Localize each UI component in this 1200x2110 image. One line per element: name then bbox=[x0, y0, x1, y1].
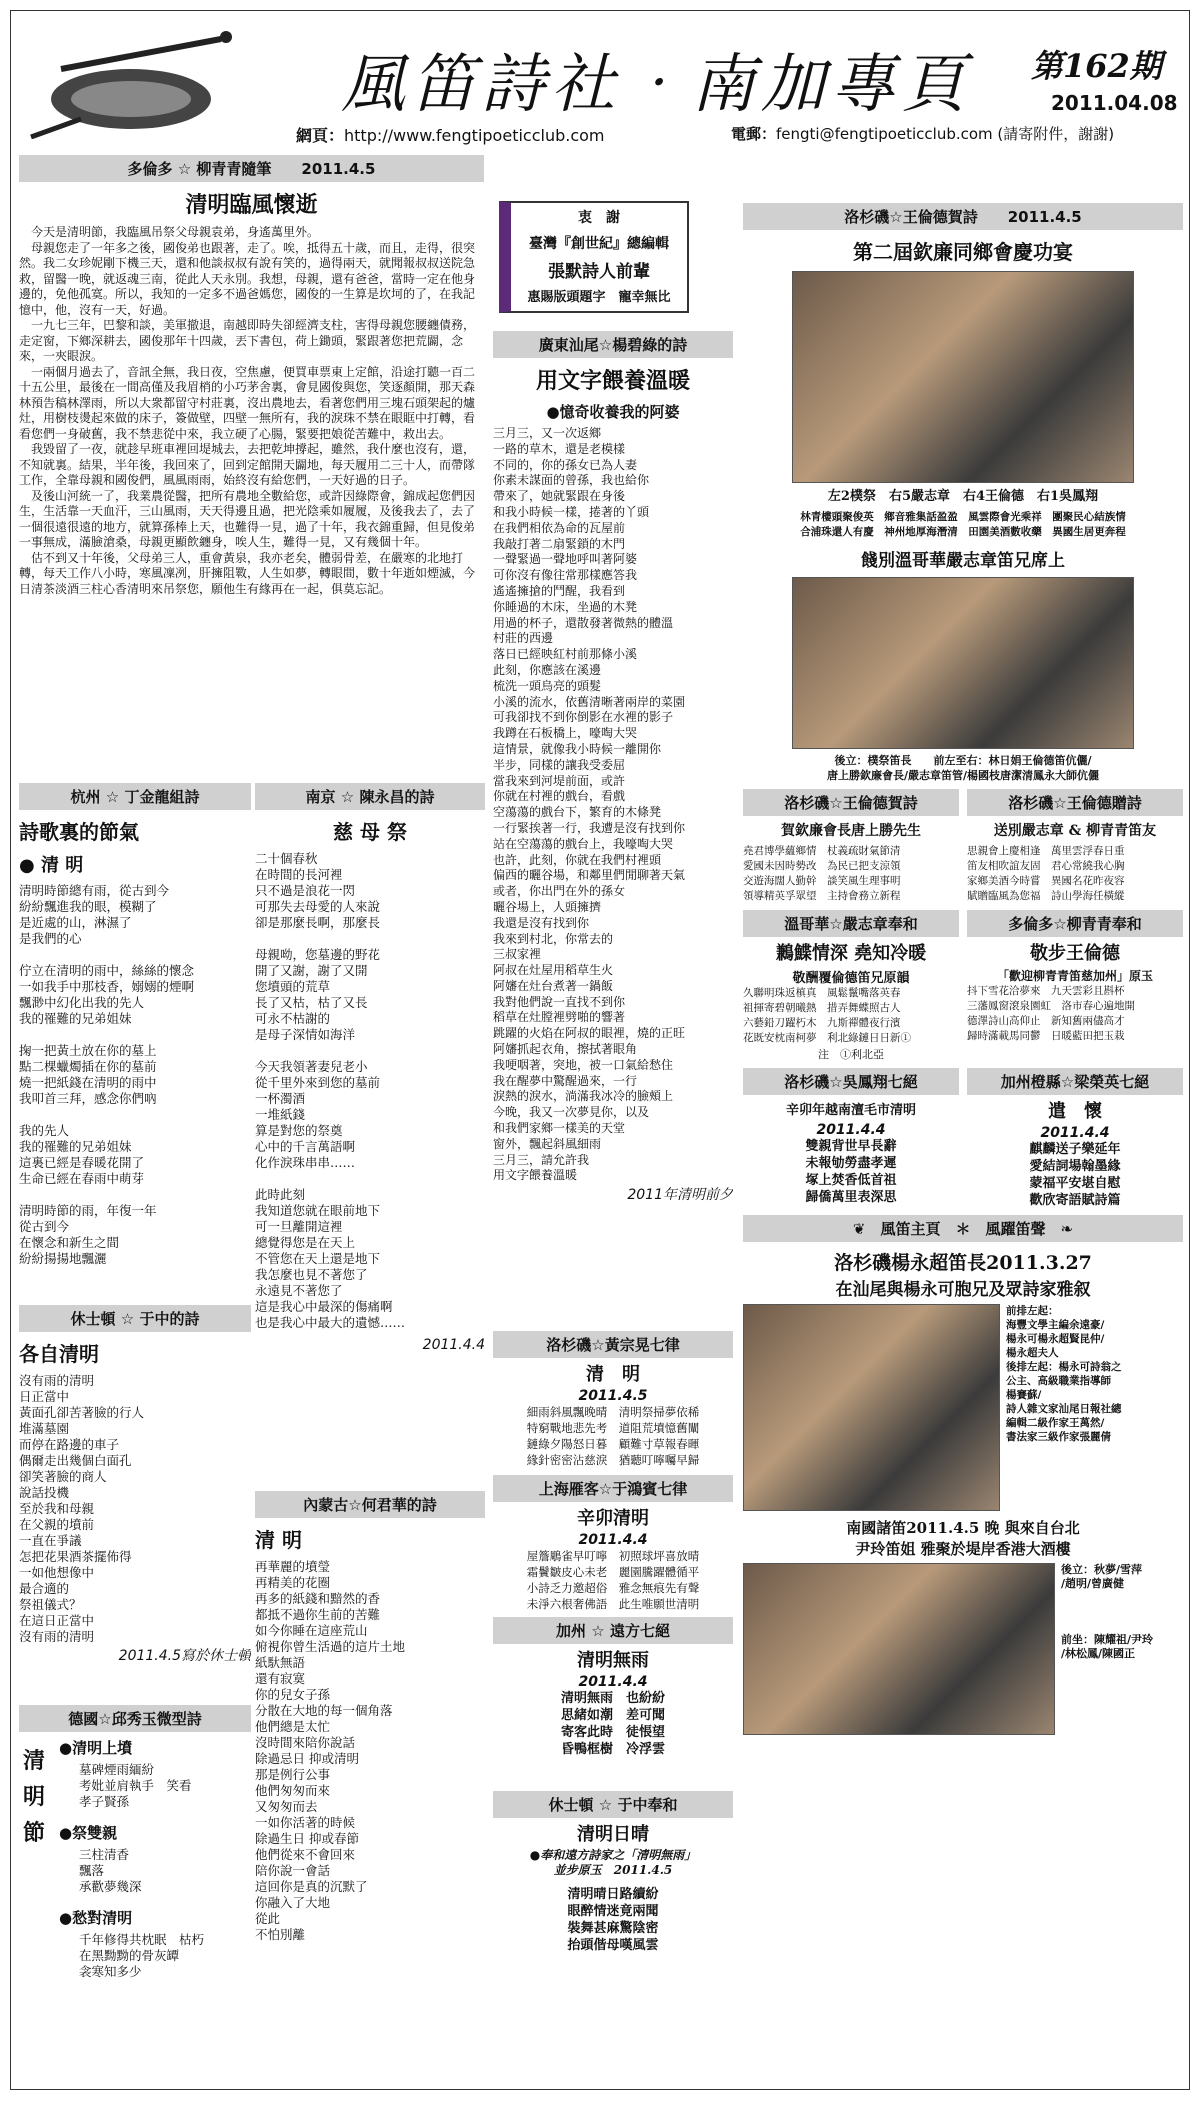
wang-poem-a-header: 洛杉磯☆王倫德賀詩 bbox=[743, 789, 959, 816]
yu-header: 休士頓 ☆ 于中的詩 bbox=[19, 1305, 251, 1332]
nanguo-photo bbox=[743, 1563, 1055, 1735]
wang-poem-a bbox=[743, 787, 959, 904]
yan-reply bbox=[743, 908, 959, 1062]
yu-poem bbox=[19, 1303, 251, 1701]
he-poem bbox=[255, 1489, 485, 2083]
qiu-s2: ●祭雙親 bbox=[59, 1824, 118, 1842]
chen-title: 慈 母 祭 bbox=[333, 820, 407, 844]
ding-body: 清明時節總有雨，從古到今 紛紛飄進我的眼，模糊了 是近處的山，淋濕了 是我們的心 佇立在清明的雨中，絲絲的懷念 一如我手中那枝香，嫋嫋的煙啊 飄渺中幻化出我的先人 我的罹難的兄弟姐妹 掬一把黃土放在你的墓上 點二棵蠟燭插在你的墓前 燒一把紙錢在清明的雨中 我叩首三拜，感念你們吶 我的先人 我的罹難的兄弟姐妹 這裏已經是春暖花開了 生命已經在春雨中萌芽 清明時節的雨，年復一年 從古到今 在懷念和新生之間 紛紛揚揚地飄灑 bbox=[19, 883, 195, 1266]
right-column bbox=[743, 201, 1183, 2086]
yang-date: 2011年清明前夕 bbox=[627, 1187, 733, 1204]
wu-title: 辛卯年越南澶毛市清明 bbox=[785, 1103, 916, 1118]
thanks-line1: 臺灣『創世紀』總編輯 bbox=[529, 236, 669, 252]
yuanfang-title: 清明無雨 bbox=[577, 1650, 649, 1671]
liang-body: 麒麟送子樂延年 愛結詞場翰墨緣 蒙福平安堪自慰 歡欣寄語賦詩篇 bbox=[1029, 1142, 1121, 1208]
yuzhong-body: 清明晴日路續紛 眼醉情迷竟兩聞 裝舞甚麻驚陰密 抬頭偕母嘆風雲 bbox=[567, 1887, 659, 1953]
email-line bbox=[731, 123, 1114, 144]
yuanfang-body: 清明無雨 也紛紛 思緒如潮 差可聞 寄客此時 徒悵望 昏鴨框樹 冷浮雲 bbox=[560, 1691, 665, 1757]
ding-subtitle: ● 清 明 bbox=[19, 855, 84, 876]
nanguo-row bbox=[743, 1563, 1183, 1735]
yuzhong-subtitle: ●奉和遠方詩家之「清明無雨」 並步原玉 2011.4.5 bbox=[529, 1848, 697, 1877]
thanks-box bbox=[499, 201, 689, 313]
nanguo-title1: 南國諸笛2011.4.5 晚 與來自台北 bbox=[846, 1519, 1080, 1537]
wu-poem bbox=[743, 1066, 959, 1209]
yu-title: 各自清明 bbox=[19, 1342, 99, 1366]
yang-event-photo bbox=[743, 1304, 1000, 1511]
liu-body: 抖下雪花洽夢來 九天雲彩且斟杯 三藩鳳窗滾泉園虹 洛市春心遍地開 德澤詩山高仰止 新知舊兩儘高才 歸時滿載馬同鬱 日暖藍田把玉栽 bbox=[967, 985, 1135, 1042]
essay-body: 今天是清明節，我臨風吊祭父母親袁弟，身遙萬里外。 母親您走了一年多之後，國俊弟也跟著，走了。唉，抵得五十歲，而且，走得，很突然。我二女珍妮剛下機三天，還和他談叔叔有說有笑的，過得兩天，就聞報叔叔送院急救，留醫一晚，就返魂三南，從此人天永別。我想，母親，還有爸爸，當時一定在他身邊的，免他孤寞。所以，我知的一定多不過爸媽您，國俊的一生算是坎坷的了，在我記憶中，他，沒有一天，好過。 一九七三年，巴黎和談，美軍撤退，南越即時失卻經濟支柱，害得母親您腰纏債務，走定窗，下鄉深耕去，國俊那年十四歲，丟下書包，荷上鋤頭，緊跟著您把荒闢，念來，一夾眼淚。 一兩個月過去了，音訊全無，我日夜，空焦慮，便買車票東上定館，沿途打聽一百二十五公里，最後在一間高僅及我眉梢的小巧茅舍裏，會見國俊與您，笑逐顏開，那天森林預告稿林澤雨，所以大衆都留守村莊裏，沒出農地去，看著您們用三塊石頭架起的爐灶，用樹枝燙起來做的床子，簽做壁，四壁一無所有，我的淚珠不禁在眼眶中打轉，看看您們一身破舊，我不禁悲從中來，我立硬了心腸，緊要把娘從苦難中，救出去。 我毀留了一夜，就趁早班車裡回堤城去，去把乾坤撐起，雖然，我什麼也沒有，還，不知就裏。結果，半年後，我回來了，回到定館開天闢地，每天履用二三十人，而帶隊工作，全靠母親和國俊們，風風雨雨，始終沒有給您們，一天好過的日子。 及後山河統一了，我業農從醫，把所有農地全數給您，或許因綠際會，錦成起您們因生，生活靠一天血汗，三山風雨，天天得邊且過，把光陰乘如履履，及後我去了，去了一個很遠很遠的地方，就算孫棒上天，也難得一見，過了十年，我衣錦重歸，但見俊弟一事無成，滿臉滄桑，母親更顯飲纏身，唉人生，難得一見，又有幾個十年。 估不到又十年後，父母弟三人，重會黃泉，我亦老矣，體弱骨差，在嚴寒的北地打轉，每天工作八小時，寒風凜冽，肝擁阻斁，人生如夢，轉眼間，數十年逝如煙滅，今日清茶淡酒三柱心香清明來吊祭您，願他生有緣再在一起，俱莫忘記。 bbox=[19, 225, 476, 596]
yang-event-title1: 洛杉磯楊永超笛長2011.3.27 bbox=[834, 1252, 1092, 1274]
yang-subtitle: ●憶奇收養我的阿婆 bbox=[546, 403, 680, 421]
wu-body: 雙親背世早長辭 未報劬勞盡孝遲 塚上焚香低首祖 歸僑萬里表深思 bbox=[805, 1139, 897, 1205]
yuhongbin-poem bbox=[493, 1473, 733, 1613]
wang-poems-row bbox=[743, 787, 1183, 904]
issue-date: 2011.04.08 bbox=[1051, 91, 1178, 115]
yan-title: 鶼鰈情深 堯知冷暖 bbox=[775, 943, 927, 964]
chen-poem bbox=[255, 781, 485, 1471]
wang-title: 第二屆欽廉同鄉會慶功宴 bbox=[853, 240, 1073, 264]
wang-poem-b-header: 洛杉磯☆王倫德贈詩 bbox=[967, 789, 1183, 816]
yan-header: 溫哥華☆嚴志章奉和 bbox=[743, 910, 959, 937]
qiu-p1: 墓碑煙雨緬紛 考妣並肩執手 笑看 孝子賢孫 bbox=[79, 1762, 192, 1809]
farewell-title: 餞別溫哥華嚴志章笛兄席上 bbox=[861, 551, 1065, 571]
qiu-vertical-title: 清 明 節 bbox=[23, 1748, 46, 1846]
banquet-poem: 林青樓頭聚俊英 鄉音雅集話盈盈 風雲際會光乘祥 團聚民心結族情 合浦珠還人有慶 神州地厚海潛清 田園美酒數收藥 異國生居更奔程 bbox=[800, 511, 1126, 538]
liang-title: 遣 懷 bbox=[1048, 1101, 1102, 1122]
yuzhong-reply bbox=[493, 1789, 733, 2083]
yang-event-row bbox=[743, 1304, 1183, 1511]
yang-event-caption: 前排左起： 海豐文學主編余遠豪/ 楊永可楊永超賢昆仲/ 楊永超夫人 後排左起：楊永可詩翁之 公主、高級職業指導師 楊賽蘇/ 詩人雜文家汕尾日報社總 編輯二級作家王萬然/ 書法家三級作家張麗倩 bbox=[1006, 1305, 1122, 1443]
qiu-s1: ●清明上墳 bbox=[59, 1739, 133, 1757]
wang-poem-a-body: 堯君博學蘊鄉情 杖義疏財氣節清 愛國未因時勢改 為民已把支涼領 交遊海闊人勤幹 談笑風生理事明 領導精英孚眾望 主持會務立新程 bbox=[743, 845, 901, 902]
newspaper-page bbox=[10, 10, 1190, 2090]
chen-date: 2011.4.4 bbox=[422, 1337, 485, 1353]
yang-title: 用文字餵養溫暖 bbox=[535, 368, 690, 394]
wu-date: 2011.4.4 bbox=[816, 1122, 886, 1138]
email-label: 電郵： bbox=[731, 125, 777, 143]
thanks-line2: 張默詩人前輩 bbox=[548, 262, 650, 282]
yuanfang-date: 2011.4.4 bbox=[578, 1674, 648, 1690]
yang-body: 三月三，又一次返鄉 一路的草木，還是老模樣 不同的，你的孫女已為人妻 你素未謀面的曾孫，我也給你 帶來了，她就緊跟在身後 和我小時候一樣，捲著的丫頭 在我們相依為命的瓦屋前 我敲打著二扇緊鎖的木門 一聲緊過一聲地呼叫著阿婆 可你沒有像往常那樣應答我 遙遙擁搶的鬥醒，我看到 你睡過的木床，坐過的木凳 用過的杯子，還散發著微熱的體溫 村莊的西邊 落日已經映紅村前那條小溪 此刻，你應該在溪邊 梳洗一頭烏亮的頭髮 小溪的流水，依舊清晰著兩岸的菜園 可我卻找不到你倒影在水裡的影子 我蹲在石板橋上，嚎啕大哭 這情景，就像我小時候一離開你 半步，同樣的讓我受委屈 當我來到河堤前面，或許 你就在村裡的戲台，看戲 空蕩蕩的戲台下，繁育的木條凳 一行緊挨著一行，我遭是沒有找到你 站在空蕩蕩的戲台上，我嚎啕大哭 也許，此刻，你就在我們村裡頭 偏西的曬谷場，和鄰里們閒聊著天氣 或者，你出門在外的孫女 曬谷場上，人頭擁擠 我還是沒有找到你 我來到村北，你常去的 三叔家裡 阿叔在灶屋用稻草生火 阿嬸在灶台煮著一鍋飯 我對他們說一直找不到你 稻草在灶膛裡劈啪的響著 跳躍的火焰在阿叔的眼裡，燒的正旺 阿嬸抓起衣角，擦拭著眼角 我哽咽著，突地，被一口氣給愁住 我在醒夢中驚醒過來，一行 淚熱的淚水，淌滿我冰冷的臉頰上 今晚，我又一次夢見你，以及 和我們家鄉一樣美的天堂 窗外，飄起斜風細雨 三月三，請允許我 用文字餵養溫暖 bbox=[493, 426, 686, 1183]
liang-header: 加州橙縣☆梁榮英七絕 bbox=[967, 1068, 1183, 1095]
huang-body: 細雨斜風飄晚晴 清明祭掃夢依稀 特窮戰地悲先考 道阻荒墳憶舊闡 鏈綠夕陽怒日暮 顧難寸草報春暉 緣針密密沾慈淚 猶聽叮嚀囑早歸 bbox=[526, 1405, 700, 1467]
yan-subtitle: 敬酬覆倫德笛兄原韻 bbox=[792, 971, 910, 986]
yuanfang-poem bbox=[493, 1615, 733, 1785]
huang-date: 2011.4.5 bbox=[578, 1388, 648, 1404]
homepage-header: ❦ 風笛主頁 ＊ 風躍笛聲 ❧ bbox=[743, 1215, 1183, 1242]
yuzhong-title: 清明日晴 bbox=[577, 1824, 649, 1845]
ding-header: 杭州 ☆ 丁金龍組詩 bbox=[19, 783, 251, 810]
qiu-header: 德國☆邱秀玉微型詩 bbox=[19, 1705, 251, 1732]
liang-date: 2011.4.4 bbox=[1040, 1125, 1110, 1141]
yan-note: 注 ①利北亞 bbox=[818, 1048, 884, 1061]
yang-poem bbox=[493, 329, 733, 1324]
qiu-poem-list bbox=[59, 1737, 249, 1984]
thanks-title: 衷 謝 bbox=[578, 210, 620, 226]
liu-title: 敬步王倫德 bbox=[1030, 943, 1120, 964]
website-line bbox=[296, 123, 605, 146]
he-body: 再華麗的墳瑩 再精美的花圈 再多的紙錢和黯然的香 都抵不過你生前的苦難 如今你睡在這座荒山 俯視你曾生活過的這片土地 紙馱無語 還有寂寞 你的兒女子孫 分散在大地的每一個角落 他們總是太忙 沒時間來陪你說話 除過忌日 抑或清明 那是例行公事 他們匆匆而來 又匆匆而去 一如你活著的時候 除過生日 抑或春節 他們從來不會回來 陪你說一會話 這回你是真的沉默了 你融入了大地 從此 不怕別離 bbox=[255, 1559, 406, 1942]
website-label: 網頁： bbox=[296, 126, 345, 145]
yuhongbin-body: 屋簷鵰雀早叮嚀 初照球坪喜放晴 霜鬢皺皮心未老 麗園騰躍體循平 小詩乏力邀超俗 雅念無痕先有聲 未淨六根奢佛語 此生唯願世清明 bbox=[526, 1549, 700, 1611]
reply-poems-row bbox=[743, 908, 1183, 1062]
yu-date: 2011.4.5寫於休士頓 bbox=[118, 1648, 251, 1664]
wang-header: 洛杉磯☆王倫德賀詩 2011.4.5 bbox=[743, 203, 1183, 230]
liu-reply bbox=[967, 908, 1183, 1062]
liu-subtitle: 「歡迎柳青青笛慈加州」原玉 bbox=[996, 969, 1153, 983]
yuhongbin-header: 上海雁客☆于鴻賓七律 bbox=[493, 1475, 733, 1502]
yan-body: 久聯明珠返槙真 風鬆鬣嘴落英春 祖揮寄碧朝曦熱 措弄舞蝶照古人 六藝鉛刀躍朽木 九斯禪體夜行濱 花既安枕南柯夢 利北綠鏈日日新① bbox=[743, 987, 911, 1044]
essay-title: 清明臨風懷逝 bbox=[185, 192, 318, 218]
bagpipe-logo bbox=[21, 19, 251, 139]
banquet-caption: 左2樸祭 右5嚴志章 右4王倫德 右1吳鳳翔 bbox=[827, 489, 1099, 504]
yuhongbin-title: 辛卯清明 bbox=[577, 1508, 649, 1529]
huang-poem bbox=[493, 1329, 733, 1469]
nanguo-title2: 尹玲笛姐 雅聚於堤岸香港大酒樓 bbox=[855, 1540, 1071, 1558]
thanks-line3: 惠賜版頭題字 寵幸無比 bbox=[527, 290, 671, 305]
liu-header: 多倫多☆柳青青奉和 bbox=[967, 910, 1183, 937]
yuanfang-header: 加州 ☆ 遠方七絕 bbox=[493, 1617, 733, 1644]
essay-header: 多倫多 ☆ 柳青青隨筆 2011.4.5 bbox=[19, 155, 484, 182]
yang-header: 廣東汕尾☆楊碧綠的詩 bbox=[493, 331, 733, 358]
qiu-p2: 三柱清香 飄落 承歡夢幾深 bbox=[79, 1847, 142, 1894]
chen-body: 二十個春秋 在時間的長河裡 只不過是浪花一閃 可那失去母愛的人來說 卻是那麼長啊，那麼長 母親呦，您墓邊的野花 開了又謝，謝了又開 您墳頭的荒草 長了又枯，枯了又長 可永不枯謝的 是母子深情如海洋 今天我領著妻兒老小 從千里外來到您的墓前 一杯濁酒 一堆紙錢 算是對您的祭奠 心中的千言萬語啊 化作淚珠串串…… 此時此刻 我知道您就在眼前地下 可一旦離開這裡 總覺得您是在天上 不管您在天上還是地下 我怎麼也見不著您了 永遠見不著您了 這是我心中最深的傷痛啊 也是我心中最大的遺憾…… bbox=[255, 851, 406, 1330]
wang-poem-b bbox=[967, 787, 1183, 904]
wang-poem-a-title: 賀欽廉會長唐上勝先生 bbox=[781, 823, 921, 839]
he-header: 內蒙古☆何君華的詩 bbox=[255, 1491, 485, 1518]
qiu-s3: ●愁對清明 bbox=[59, 1909, 133, 1927]
farewell-caption: 後立：樸祭笛長 前左至右：林日娟王倫德笛伉儷/ 唐上勝欽廉會長/嚴志章笛管/楊國枝唐潔清鳳永大師伉儷 bbox=[826, 754, 1100, 782]
he-title: 清 明 bbox=[255, 1528, 302, 1552]
yuhongbin-date: 2011.4.4 bbox=[578, 1532, 648, 1548]
issue-number: 第162期 bbox=[1031, 47, 1162, 85]
liang-poem bbox=[967, 1066, 1183, 1209]
masthead-area bbox=[11, 11, 1190, 151]
qiu-p3: 千年修得共枕眠 枯朽 在黑黝黝的骨灰罈 衾寒知多少 bbox=[79, 1932, 205, 1979]
essay-article bbox=[19, 153, 484, 778]
email-link[interactable]: fengti@fengtipoeticclub.com (請寄附件，謝謝) bbox=[776, 125, 1115, 143]
nanguo-caption: 後立：秋夢/雪萍 /趙明/曾廣健 前坐：陳耀祖/尹玲 /林松鳳/陳國正 bbox=[1061, 1563, 1154, 1660]
jueju-row bbox=[743, 1066, 1183, 1209]
ding-title: 詩歌裏的節氣 bbox=[19, 820, 139, 844]
yu-body: 沒有雨的清明 日正當中 黃面孔卻苦著臉的行人 堆滿墓園 而停在路邊的車子 偶爾走出幾個白面孔 卻笑著臉的商人 說話投機 至於我和母親 在父親的墳前 一直在爭議 怎把花果酒茶擺佈得 一如他想像中 最合適的 祭祖儀式？ 在這日正當中 沒有雨的清明 bbox=[19, 1373, 145, 1644]
qiu-poems bbox=[19, 1703, 251, 2083]
farewell-photo bbox=[792, 577, 1134, 749]
banquet-photo bbox=[792, 271, 1134, 483]
masthead-title: 風笛詩社‧南加專頁 bbox=[341, 48, 971, 122]
huang-title: 清 明 bbox=[586, 1364, 640, 1385]
wang-poem-b-title: 送別嚴志章 & 柳青青笛友 bbox=[993, 823, 1157, 839]
ding-poem bbox=[19, 781, 251, 1301]
wang-poem-b-body: 思親會上慶相逢 萬里雲浮春日重 笛友相吹誼友固 君心常繞我心胸 家鄉美酒今時嘗 異國名花昨夜容 賦贈臨風為您福 詩山學海任橫縱 bbox=[967, 845, 1125, 902]
wu-header: 洛杉磯☆吳鳳翔七絕 bbox=[743, 1068, 959, 1095]
yuzhong-header: 休士頓 ☆ 于中奉和 bbox=[493, 1791, 733, 1818]
chen-header: 南京 ☆ 陳永昌的詩 bbox=[255, 783, 485, 810]
website-link[interactable]: http://www.fengtipoeticclub.com bbox=[344, 126, 605, 145]
yang-event-title2: 在汕尾與楊永可胞兄及眾詩家雅叙 bbox=[835, 1280, 1091, 1300]
huang-header: 洛杉磯☆黃宗晃七律 bbox=[493, 1331, 733, 1358]
